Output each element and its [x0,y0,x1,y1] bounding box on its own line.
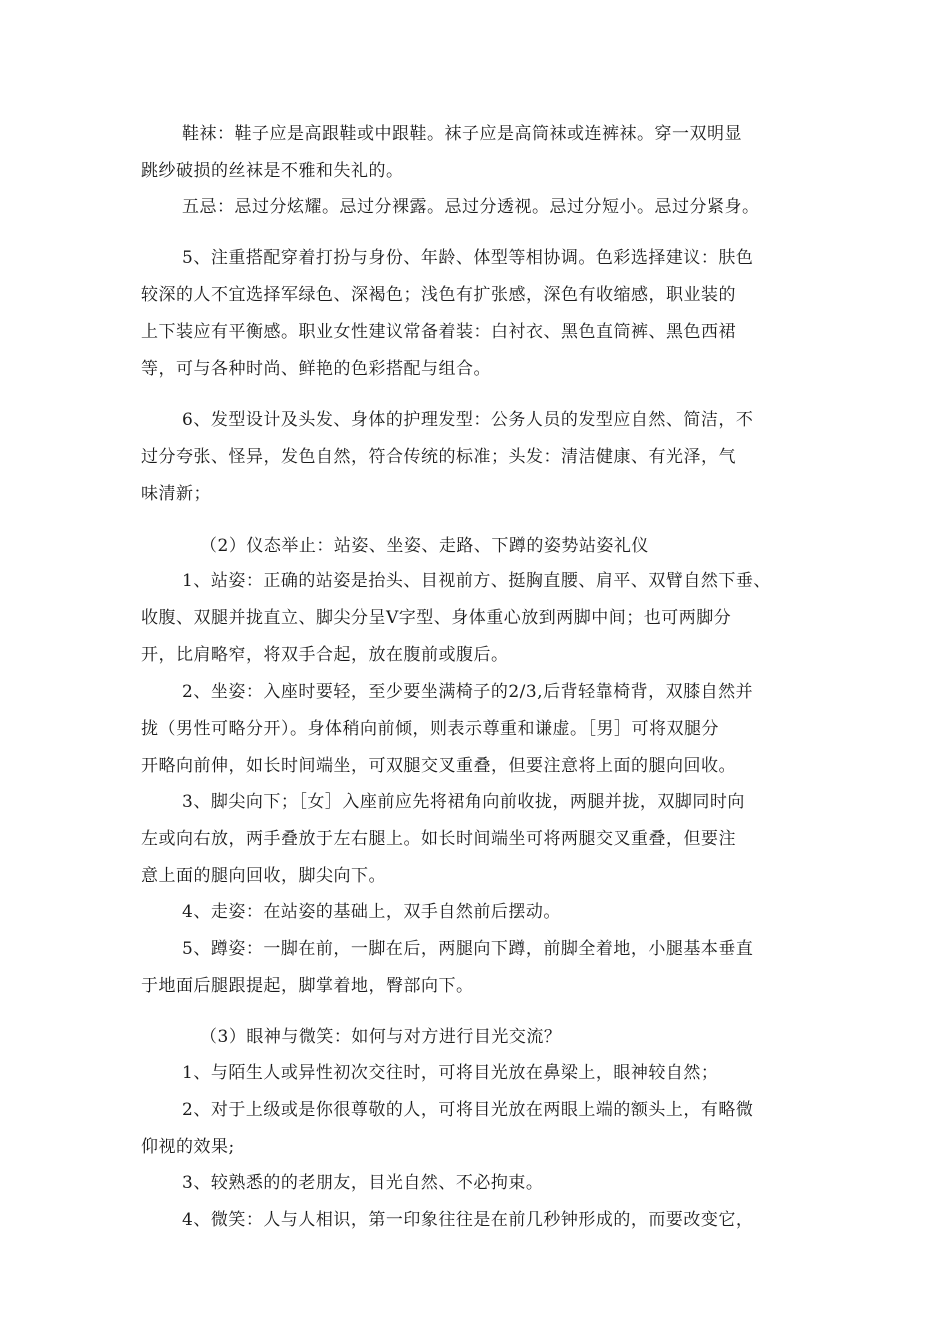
text-line: 2、坐姿：入座时要轻，至少要坐满椅子的2/3,后背轻靠椅背，双膝自然并 [182,682,754,702]
text-line: 4、走姿：在站姿的基础上，双手自然前后摆动。 [182,902,561,922]
text-line: 拢（男性可略分开）。身体稍向前倾，则表示尊重和谦虚。［男］可将双腿分 [141,719,719,739]
text-line: 较深的人不宜选择军绿色、深褐色；浅色有扩张感，深色有收缩感，职业装的 [141,285,736,305]
text-line: 5、蹲姿：一脚在前，一脚在后，两腿向下蹲，前脚全着地，小腿基本垂直 [182,939,754,959]
text-line: 5、注重搭配穿着打扮与身份、年龄、体型等相协调。色彩选择建议：肤色 [182,248,754,268]
text-line: 收腹、双腿并拢直立、脚尖分呈V字型、身体重心放到两脚中间；也可两脚分 [141,608,732,628]
text-line: 上下装应有平衡感。职业女性建议常备着装：白衬衣、黑色直筒裤、黑色西裙 [141,322,736,342]
text-line: 1、站姿：正确的站姿是抬头、目视前方、挺胸直腰、肩平、双臂自然下垂、 [182,571,771,591]
text-line: 左或向右放，两手叠放于左右腿上。如长时间端坐可将两腿交叉重叠，但要注 [141,829,736,849]
text-line: 跳纱破损的丝袜是不雅和失礼的。 [141,161,404,181]
text-line: 3、较熟悉的的老朋友，目光自然、不必拘束。 [182,1173,544,1193]
text-line: 1、与陌生人或异性初次交往时，可将目光放在鼻梁上，眼神较自然； [182,1063,719,1083]
text-line: 仰视的效果; [141,1137,235,1157]
text-line: 过分夸张、怪异，发色自然，符合传统的标准；头发：清洁健康、有光泽，气 [141,447,736,467]
text-line: 意上面的腿向回收，脚尖向下。 [141,866,386,886]
section-heading: （3）眼神与微笑：如何与对方进行目光交流？ [200,1027,562,1047]
text-line: 2、对于上级或是你很尊敬的人，可将目光放在两眼上端的额头上，有略微 [182,1100,754,1120]
text-line: 于地面后腿跟提起，脚掌着地，臀部向下。 [141,976,474,996]
text-line: 开略向前伸，如长时间端坐，可双腿交叉重叠，但要注意将上面的腿向回收。 [141,756,736,776]
section-heading: （2）仪态举止：站姿、坐姿、走路、下蹲的姿势站姿礼仪 [200,536,649,556]
text-line: 开，比肩略窄，将双手合起，放在腹前或腹后。 [141,645,509,665]
text-line: 6、发型设计及头发、身体的护理发型：公务人员的发型应自然、简洁，不 [182,410,754,430]
text-line: 3、脚尖向下；［女］入座前应先将裙角向前收拢，两腿并拢，双脚同时向 [182,792,745,812]
text-line: 五忌：忌过分炫耀。忌过分裸露。忌过分透视。忌过分短小。忌过分紧身。 [182,197,760,217]
text-line: 等，可与各种时尚、鲜艳的色彩搭配与组合。 [141,359,491,379]
text-line: 鞋袜：鞋子应是高跟鞋或中跟鞋。袜子应是高筒袜或连裤袜。穿一双明显 [182,124,742,144]
text-line: 味清新； [141,484,211,504]
text-line: 4、微笑：人与人相识，第一印象往往是在前几秒钟形成的，而要改变它， [182,1210,754,1230]
